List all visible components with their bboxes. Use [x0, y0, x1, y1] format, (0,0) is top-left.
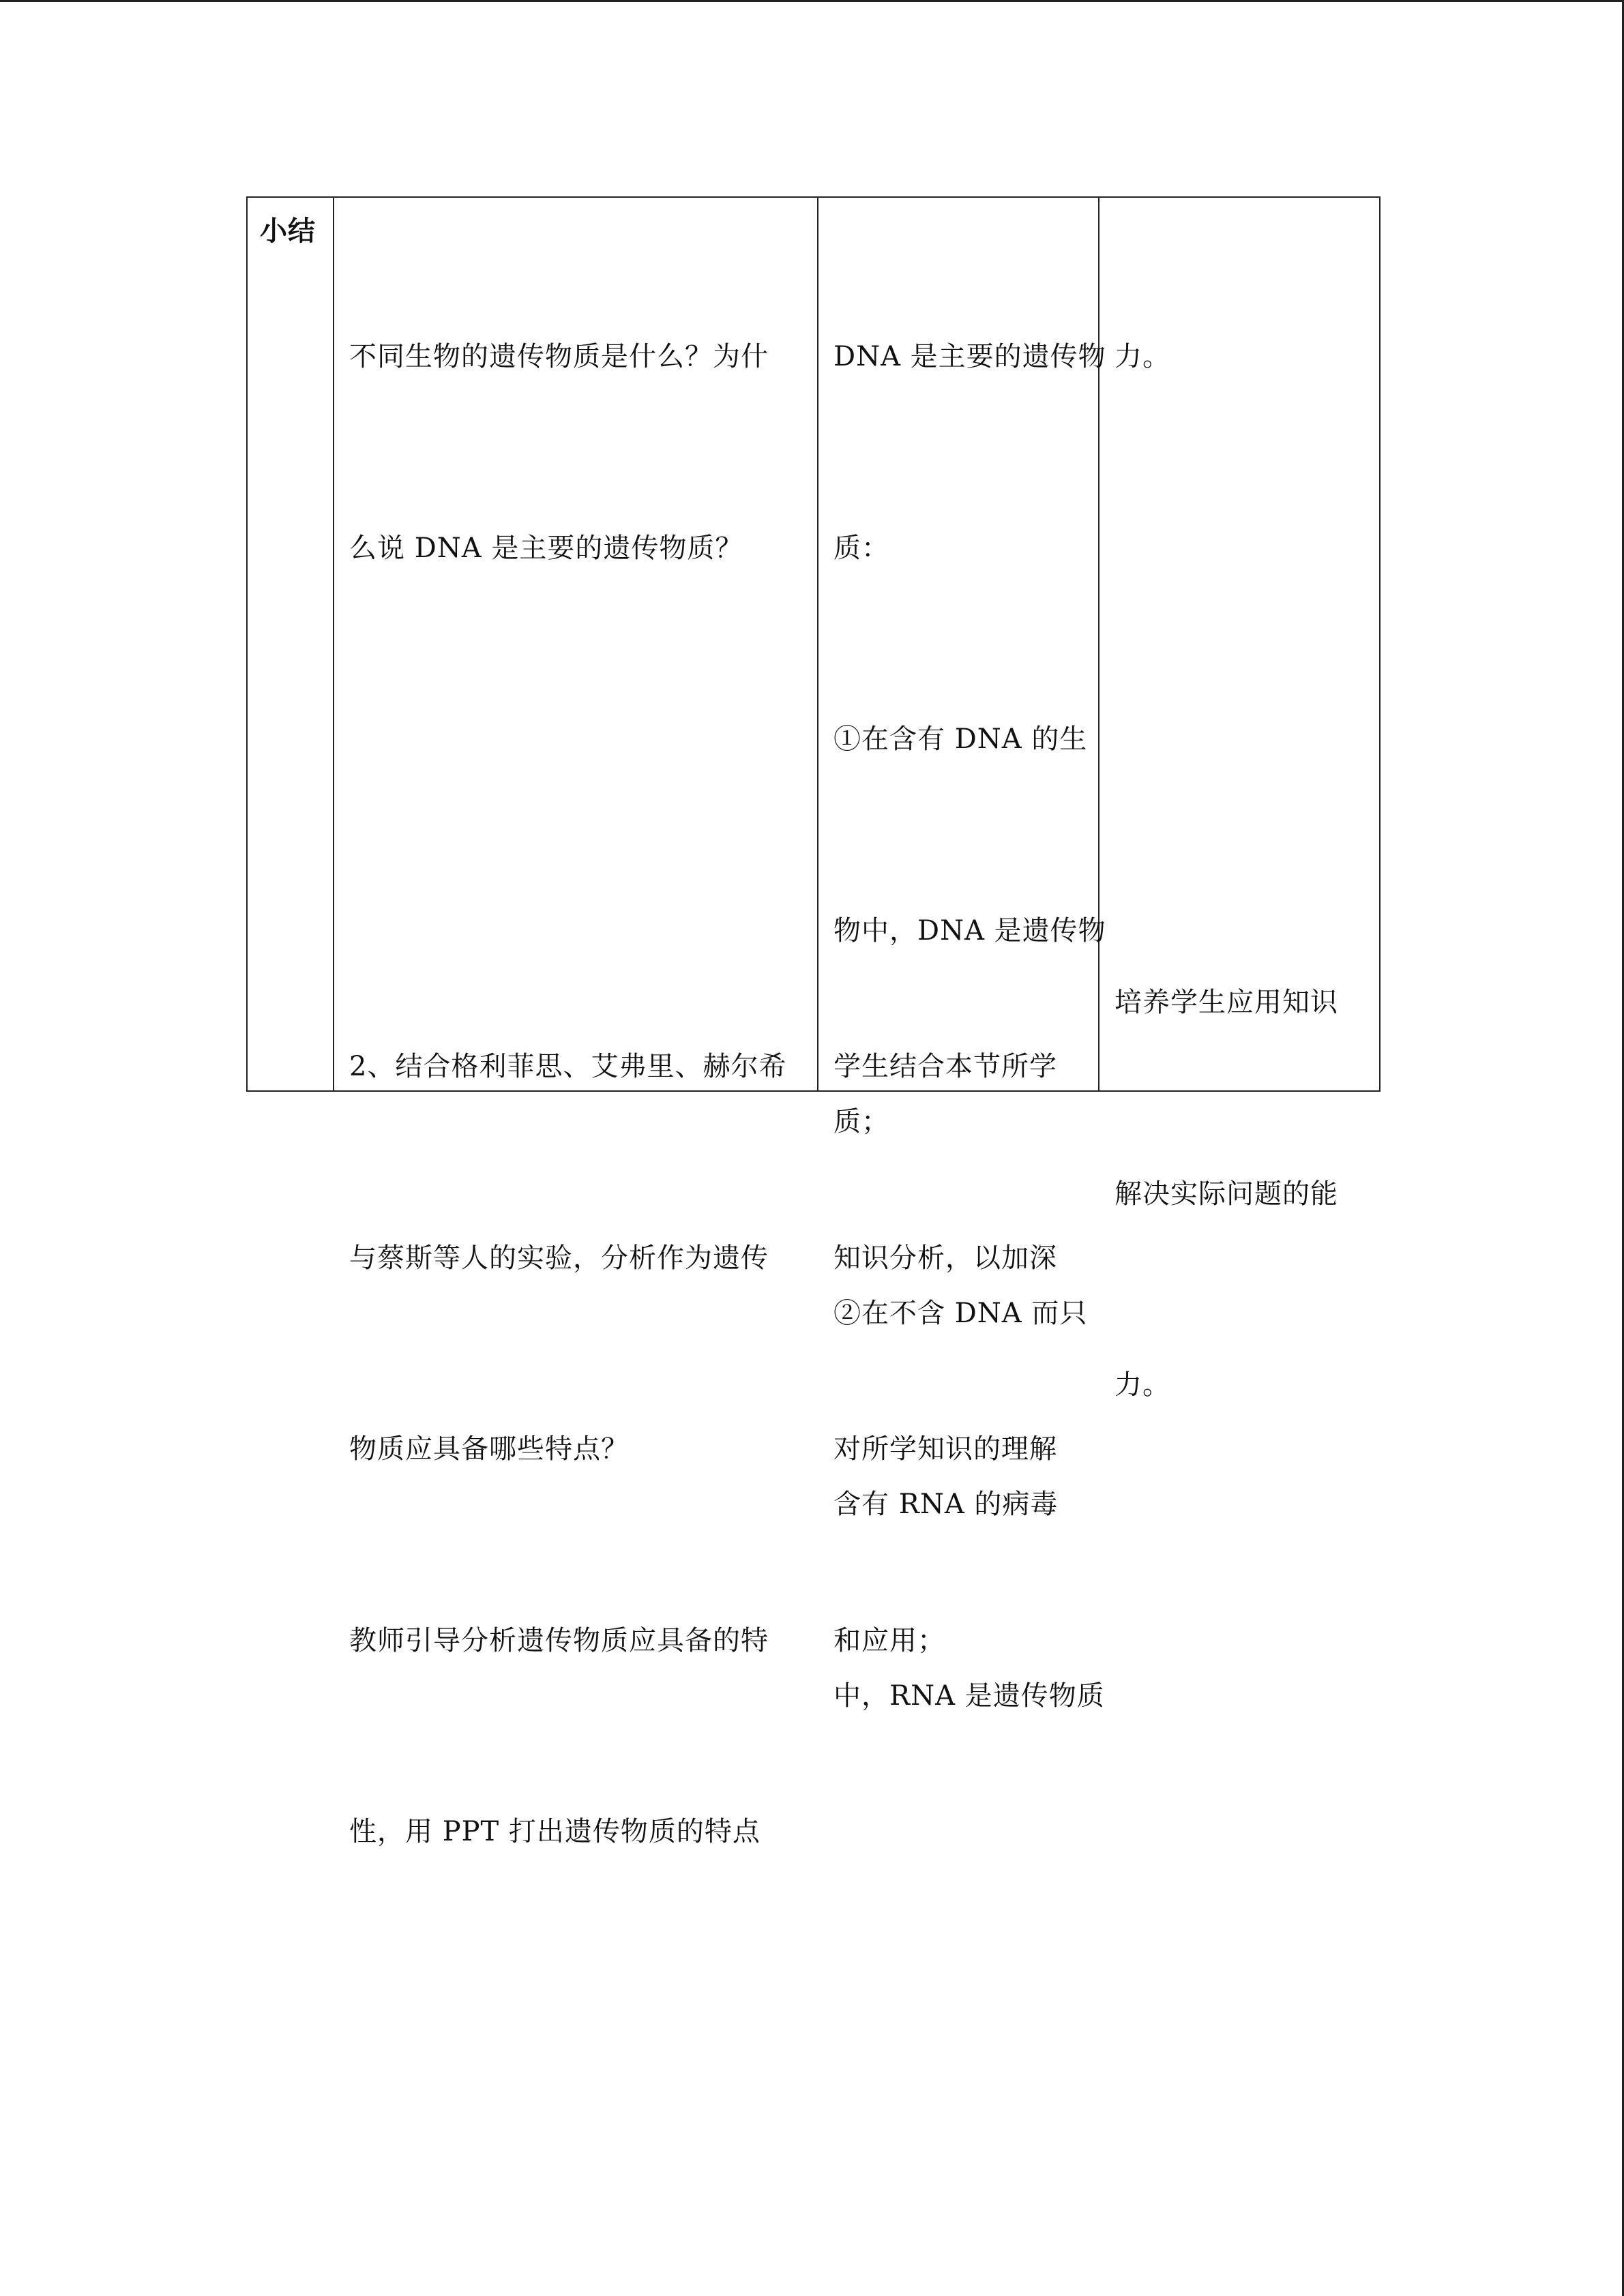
- text-line: 知识分析，以加深: [833, 1242, 1057, 1274]
- activity-question-1: [349, 198, 808, 708]
- text-line: 物中，DNA 是遗传物: [833, 914, 1106, 946]
- text-line: 与蔡斯等人的实验，分析作为遗传: [349, 1242, 769, 1274]
- text-line: 性，用 PPT 打出遗传物质的特点: [349, 1816, 761, 1847]
- design-intent-cell: [1099, 197, 1380, 1401]
- section-label: 小结: [260, 215, 316, 247]
- text-line: 力。: [1114, 1369, 1170, 1401]
- text-line: 物质应具备哪些特点？: [349, 1433, 629, 1465]
- text-line: 质；: [833, 1106, 889, 1137]
- lesson-plan-table: [246, 196, 1381, 1847]
- text-line: 培养学生应用知识: [1114, 987, 1338, 1018]
- design-intent-2: [1114, 844, 1370, 1545]
- student-answer-2: [833, 908, 1105, 1800]
- table-row: [247, 197, 1380, 1091]
- design-intent-1: [1114, 198, 1370, 517]
- student-activity-cell: [818, 197, 1106, 1712]
- teacher-activity-cell: [334, 197, 818, 1847]
- text-line: 么说 DNA 是主要的遗传物质？: [349, 532, 743, 564]
- text-line: 不同生物的遗传物质是什么？为什: [349, 341, 769, 372]
- section-label-cell: [247, 197, 334, 1091]
- text-line: 力。: [1114, 341, 1170, 372]
- text-line: 含有 RNA 的病毒: [833, 1489, 1059, 1520]
- text-line: ②在不含 DNA 而只: [833, 1297, 1088, 1329]
- page-top-border: [0, 0, 1624, 2]
- text-line: 2、结合格利菲思、艾弗里、赫尔希: [349, 1051, 787, 1082]
- text-line: 对所学知识的理解: [833, 1433, 1057, 1465]
- text-line: 学生结合本节所学: [833, 1051, 1057, 1082]
- text-line: 解决实际问题的能: [1114, 1178, 1338, 1210]
- text-line: ①在含有 DNA 的生: [833, 724, 1088, 755]
- text-line: 中，RNA 是遗传物质: [833, 1680, 1105, 1712]
- text-line: 质：: [833, 532, 889, 564]
- text-line: 教师引导分析遗传物质应具备的特: [349, 1624, 769, 1656]
- text-line: 和应用；: [833, 1624, 945, 1656]
- text-line: DNA 是主要的遗传物: [833, 341, 1106, 372]
- activity-question-2: [349, 908, 808, 1992]
